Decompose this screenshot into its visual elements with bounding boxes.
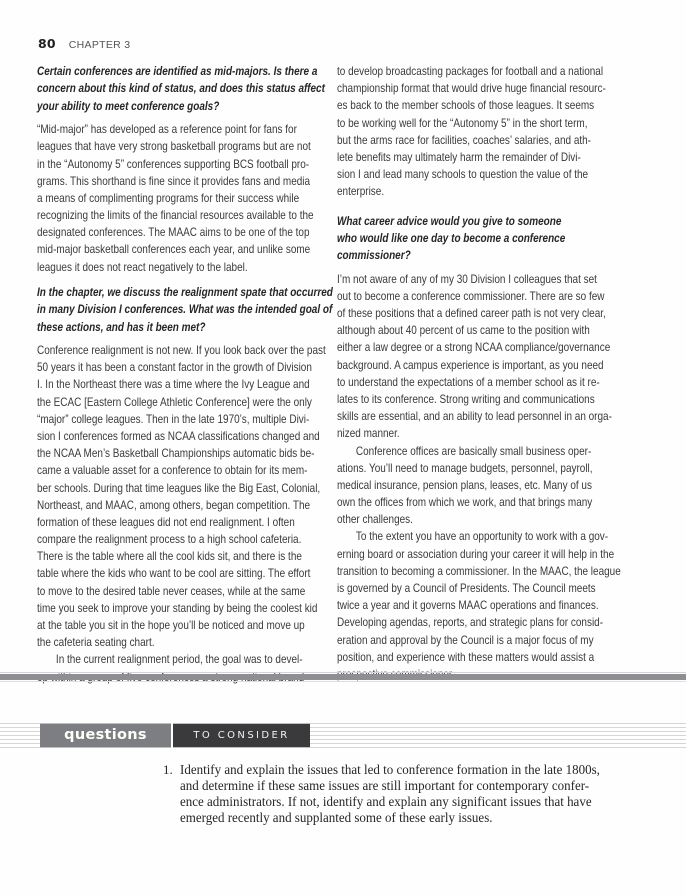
- chapter-label: CHAPTER 3: [68, 39, 131, 51]
- text-line: In the chapter, we discuss the realignment spate that occurred: [37, 285, 333, 299]
- text-line: 50 years it has been a constant factor in the growth of Division: [37, 361, 312, 375]
- question-number: 1.: [163, 762, 173, 777]
- text-line: Certain conferences are identified as mid-majors. Is there a: [37, 65, 318, 78]
- banner-stripes-left: [0, 723, 40, 748]
- text-line: to move to the desired table never ceases, while at the same: [37, 584, 306, 598]
- text-line: table where the kids who want to be cool are sitting. The effort: [37, 567, 311, 581]
- question-text-line: emerged recently and supplanted some of these early issues.: [180, 810, 493, 825]
- text-line: concern about this kind of status, and does this status affect: [37, 82, 325, 96]
- text-line: to be working well for the “Autonomy 5” in the short term,: [337, 116, 588, 130]
- text-line: I’m not aware of any of my 30 Division I colleagues that set: [337, 272, 597, 286]
- text-line: twice a year and it governs MAAC operations and finances.: [337, 599, 599, 613]
- text-line: mid-major basketball conferences each year, and unlike some: [37, 243, 311, 257]
- question-item: [163, 762, 623, 826]
- text-line: There is the table where all the cool kids sit, and there is the: [37, 550, 302, 564]
- text-line: compare the realignment process to a high school cafeteria.: [37, 533, 302, 547]
- question-text-line: ence administrators. If not, identify and explain any significant issues that have: [180, 794, 592, 809]
- text-line: these actions, and has it been met?: [37, 320, 206, 334]
- text-line: skills are essential, and an ability to lead personnel in an orga-: [337, 410, 612, 424]
- text-line: lete benefits may ultimately harm the remainder of Divi-: [337, 150, 581, 164]
- interview-answer: [337, 271, 622, 443]
- questions-banner: [0, 723, 686, 748]
- interview-question: [37, 284, 333, 336]
- text-line: To the extent you have an opportunity to work with a gov-: [355, 530, 609, 544]
- text-line: recognizing the limits of the financial resources available to the: [37, 209, 314, 223]
- interview-question: [37, 63, 325, 115]
- text-line: grams. This shorthand is fine since it provides fans and media: [37, 174, 311, 188]
- text-line: formation of these leagues did not end realignment. I often: [37, 515, 295, 529]
- text-line: in the “Autonomy 5” conferences supporting BCS football pro-: [37, 157, 310, 171]
- text-line: lates to its conference. Strong writing and communications: [337, 392, 595, 406]
- text-line: In the current realignment period, the goal was to devel-: [55, 653, 303, 667]
- text-line: although about 40 percent of us came to the position with: [337, 324, 590, 338]
- banner-questions-label: questions: [64, 727, 147, 743]
- text-line: Conference realignment is not new. If you look back over the past: [37, 344, 326, 358]
- text-line: designated conferences. The MAAC aims to be one of the top: [37, 226, 310, 240]
- text-line: enterprise.: [337, 185, 385, 199]
- text-line: transition to becoming a commissioner. In the MAAC, the league: [337, 564, 621, 578]
- text-line: What career advice would you give to someone: [337, 214, 562, 228]
- page-number: 80: [38, 36, 56, 51]
- text-line: erning board or association during your career it will help in the: [337, 547, 615, 561]
- text-line: sion I and lead many schools to question the value of the: [337, 168, 589, 182]
- text-line: is governed by a Council of Presidents. The Council meets: [337, 582, 596, 596]
- text-line: Conference offices are basically small business oper-: [355, 444, 592, 458]
- text-line: leagues that have very strong basketball programs but are not: [37, 140, 311, 154]
- text-line: championship format that would drive huge financial resourc-: [337, 82, 606, 96]
- text-line: time you seek to improve your standing by being the coolest kid: [37, 601, 318, 615]
- text-line: Northeast, and MAAC, among others, began competition. The: [37, 498, 311, 512]
- text-line: other challenges.: [337, 513, 413, 527]
- right-column: [337, 63, 622, 683]
- banner-stripes-right: [310, 723, 686, 748]
- text-line: to understand the expectations of a member school as it re-: [337, 375, 600, 389]
- running-head: [38, 36, 130, 52]
- text-line: sion I conferences formed as NCAA classifications changed and: [37, 429, 320, 443]
- text-line: leagues it does not react negatively to the label.: [37, 260, 248, 274]
- banner-questions-box: [40, 723, 171, 748]
- text-line: of these positions that a defined career path is not very clear,: [337, 307, 606, 321]
- text-line: but the arms race for facilities, coaches’ salaries, and ath-: [337, 133, 592, 147]
- text-line: either a law degree or a strong NCAA compliance/governance: [337, 341, 611, 355]
- text-line: I. In the Northeast there was a time where the Ivy League and: [37, 378, 310, 392]
- text-line: a means of complimenting programs for their success while: [37, 191, 300, 205]
- question-text-line: Identify and explain the issues that led to conference formation in the late 1800s,: [180, 762, 600, 777]
- text-line: at the table you sit in the hope you’ll be noticed and move up: [37, 619, 305, 633]
- interview-answer-paragraph: [337, 443, 622, 529]
- text-line: out to become a conference commissioner. There are so few: [337, 289, 605, 303]
- text-line: the cafeteria seating chart.: [37, 636, 155, 650]
- banner-subtitle-label: TO CONSIDER: [193, 730, 290, 741]
- text-line: position, and experience with these matters would assist a: [337, 650, 595, 664]
- interview-question: [337, 213, 622, 265]
- text-line: background. A campus experience is important, as you need: [337, 358, 604, 372]
- text-line: who would like one day to become a conference: [337, 231, 566, 245]
- text-line: own the offices from which we work, and that brings many: [337, 496, 593, 510]
- questions-list: [163, 762, 623, 826]
- left-column: [37, 63, 333, 694]
- interview-answer: [37, 121, 317, 276]
- question-text-line: and determine if these same issues are still important for contemporary confer-: [180, 778, 590, 793]
- question-text: [180, 762, 623, 826]
- text-line: to develop broadcasting packages for football and a national: [337, 65, 604, 78]
- section-rule-shadow: [0, 681, 686, 682]
- banner-subtitle-box: [173, 723, 310, 748]
- text-line: commissioner?: [337, 249, 411, 263]
- text-line: “major” college leagues. Then in the late 1970’s, multiple Divi-: [37, 412, 310, 426]
- interview-answer-paragraph: [337, 528, 622, 683]
- text-line: in many Division I conferences. What was the intended goal of: [37, 303, 333, 317]
- text-line: nized manner.: [337, 427, 400, 441]
- section-divider-rule: [0, 674, 686, 680]
- text-line: came a valuable asset for a conference to obtain for its mem-: [37, 464, 308, 478]
- text-line: the NCAA Men’s Basketball Championships automatic bids be-: [37, 447, 315, 461]
- section-rule-highlight: [0, 672, 686, 673]
- text-line: your ability to meet conference goals?: [37, 99, 220, 113]
- text-line: ber schools. During that time leagues like the Big East, Colonial,: [37, 481, 321, 495]
- text-line: medical insurance, pension plans, leases, etc. Many of us: [337, 478, 592, 492]
- text-line: Developing agendas, reports, and strategic plans for consid-: [337, 616, 604, 630]
- interview-answer-continued: [337, 63, 622, 201]
- text-line: the ECAC [Eastern College Athletic Conference] were the only: [37, 395, 312, 409]
- text-line: “Mid-major” has developed as a reference point for fans for: [37, 123, 297, 137]
- interview-answer: [37, 342, 326, 651]
- text-line: ations. You’ll need to manage budgets, personnel, payroll,: [337, 461, 593, 475]
- text-line: es back to the member schools of those leagues. It seems: [337, 99, 595, 113]
- text-line: eration and approval by the Council is a major focus of my: [337, 633, 594, 647]
